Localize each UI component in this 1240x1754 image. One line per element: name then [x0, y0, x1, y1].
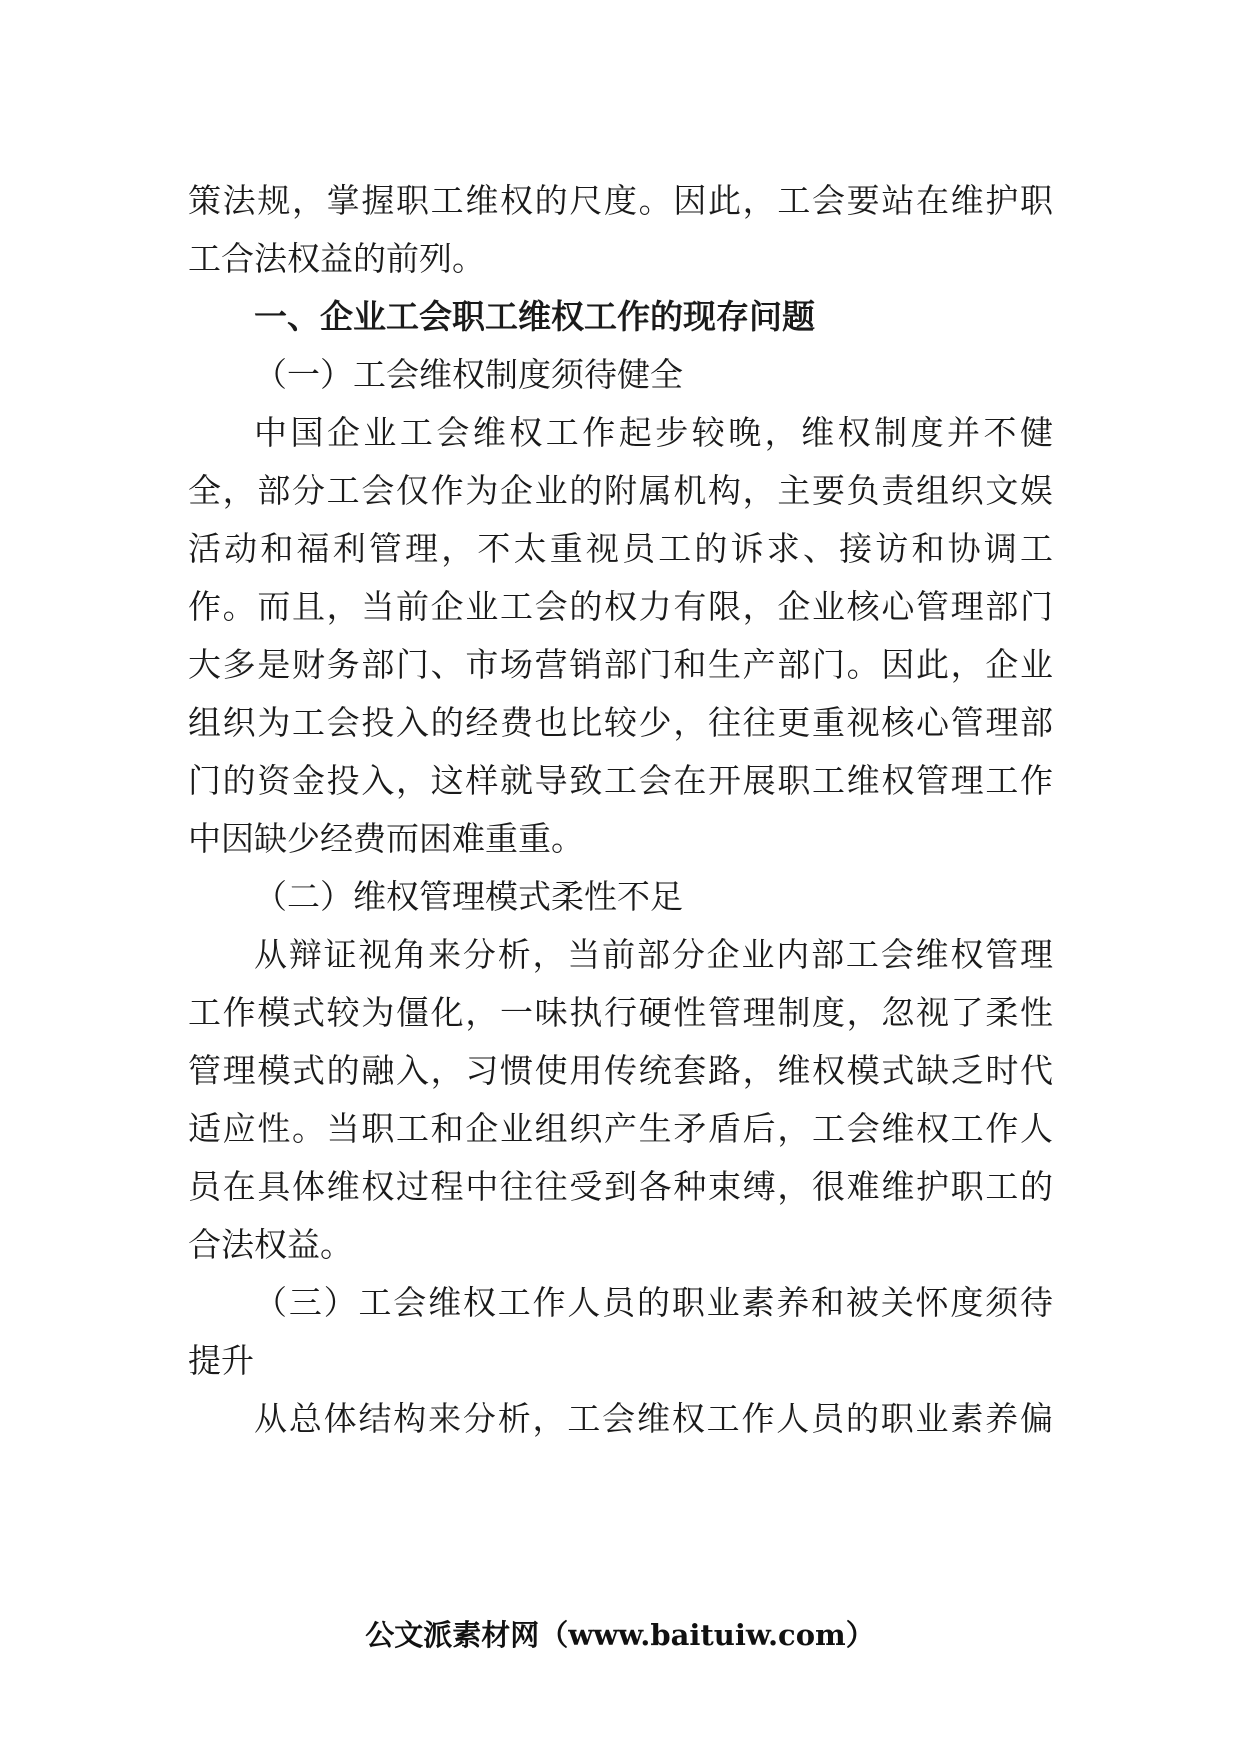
body-line-9: 大多是财务部门、市场营销部门和生产部门。因此，企业 — [188, 645, 1053, 684]
body-line-6: 全，部分工会仅作为企业的附属机构，主要负责组织文娱 — [188, 471, 1053, 510]
section-heading-1: 一、企业工会职工维权工作的现存问题 — [254, 297, 815, 336]
body-line-1: 策法规，掌握职工维权的尺度。因此，工会要站在维护职 — [188, 181, 1053, 220]
subsection-heading-3: （三）工会维权工作人员的职业素养和被关怀度须待 — [254, 1283, 1053, 1322]
body-line-8: 作。而且，当前企业工会的权力有限，企业核心管理部门 — [188, 587, 1053, 626]
body-line-7: 活动和福利管理，不太重视员工的诉求、接访和协调工 — [188, 529, 1053, 568]
body-line-16: 管理模式的融入，习惯使用传统套路，维权模式缺乏时代 — [188, 1051, 1053, 1090]
subsection-heading-3-cont: 提升 — [188, 1341, 254, 1380]
body-line-2: 工合法权益的前列。 — [188, 239, 485, 278]
footer-source-text: 公文派素材网（www.baituiw.com） — [365, 1618, 875, 1652]
body-line-12: 中因缺少经费而困难重重。 — [188, 819, 584, 858]
body-line-15: 工作模式较为僵化，一味执行硬性管理制度，忽视了柔性 — [188, 993, 1053, 1032]
body-line-5: 中国企业工会维权工作起步较晚，维权制度并不健 — [254, 413, 1053, 452]
body-line-18: 员在具体维权过程中往往受到各种束缚，很难维护职工的 — [188, 1167, 1053, 1206]
body-line-22: 从总体结构来分析，工会维权工作人员的职业素养偏 — [254, 1399, 1053, 1438]
subsection-heading-1: （一）工会维权制度须待健全 — [254, 355, 683, 394]
body-line-11: 门的资金投入，这样就导致工会在开展职工维权管理工作 — [188, 761, 1053, 800]
body-line-19: 合法权益。 — [188, 1225, 353, 1264]
body-line-10: 组织为工会投入的经费也比较少，往往更重视核心管理部 — [188, 703, 1053, 742]
body-line-17: 适应性。当职工和企业组织产生矛盾后，工会维权工作人 — [188, 1109, 1053, 1148]
subsection-heading-2: （二）维权管理模式柔性不足 — [254, 877, 683, 916]
body-line-14: 从辩证视角来分析，当前部分企业内部工会维权管理 — [254, 935, 1053, 974]
